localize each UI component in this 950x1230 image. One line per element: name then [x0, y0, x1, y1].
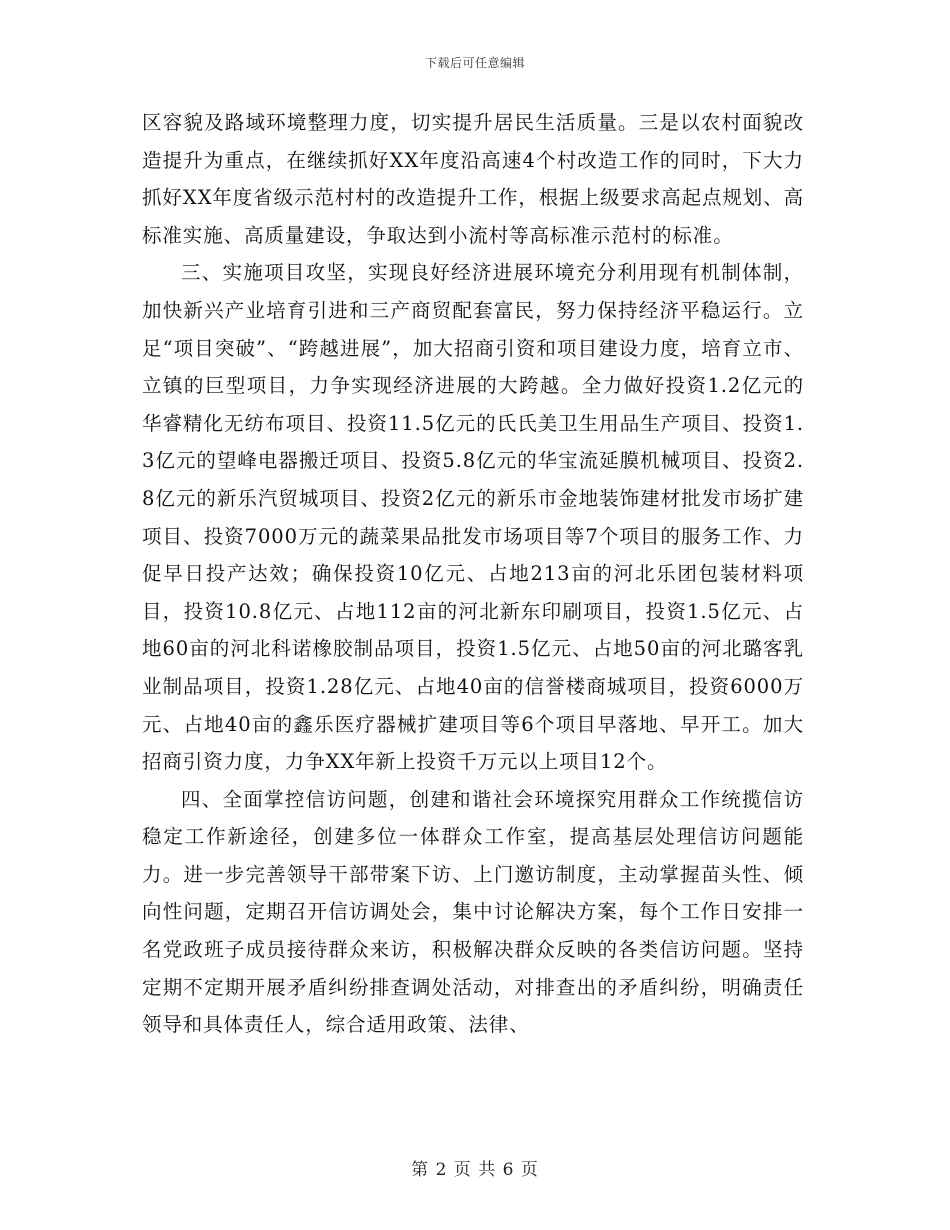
paragraph-section-three: 三、实施项目攻坚，实现良好经济进展环境充分利用现有机制体制，加快新兴产业培育引进和三产商贸配套富民，努力保持经济平稳运行。立足“项目突破”、“跨越进展”，加大招商引资和项目建设力度，培育立市、立镇的巨型项目，力争实现经济进展的大跨越。全力做好投资1.2亿元的华睿精化无纺布项目、投资11.5亿元的氏氏美卫生用品生产项目、投资1.3亿元的望峰电器搬迁项目、投资5.8亿元的华宝流延膜机械项目、投资2.8亿元的新乐汽贸城项目、投资2亿元的新乐市金地装饰建材批发市场扩建项目、投资7000万元的蔬菜果品批发市场项目等7个项目的服务工作、力促早日投产达效；确保投资10亿元、占地213亩的河北乐团包装材料项目，投资10.8亿元、占地112亩的河北新东印刷项目，投资1.5亿元、占地60亩的河北科诺橡胶制品项目，投资1.5亿元、占地50亩的河北璐客乳业制品项目，投资1.28亿元、占地40亩的信誉楼商城项目，投资6000万元、占地40亩的鑫乐医疗器械扩建项目等6个项目早落地、早开工。加大招商引资力度，力争XX年新上投资千万元以上项目12个。 [142, 261, 804, 774]
page-header-note: 下载后可任意编辑 [424, 56, 525, 70]
paragraph-continuation: 区容貌及路域环境整理力度，切实提升居民生活质量。三是以农村面貌改造提升为重点，在继续抓好XX年度沿高速4个村改造工作的同时，下大力抓好XX年度省级示范村村的改造提升工作，根据上级要求高起点规划、高标准实施、高质量建设，争取达到小流村等高标准示范村的标准。 [142, 111, 804, 247]
page-number-footer: 第 2 页 共 6 页 [411, 1160, 539, 1180]
document-body [142, 104, 804, 1044]
paragraph-section-four: 四、全面掌控信访问题，创建和谐社会环境探究用群众工作统揽信访稳定工作新途径，创建多位一体群众工作室，提高基层处理信访问题能力。进一步完善领导干部带案下访、上门邀访制度，主动掌握苗头性、倾向性问题，定期召开信访调处会，集中讨论解决方案，每个工作日安排一名党政班子成员接待群众来访，积极解决群众反映的各类信访问题。坚持定期不定期开展矛盾纠纷排查调处活动，对排查出的矛盾纠纷，明确责任领导和具体责任人，综合适用政策、法律、 [142, 787, 804, 1037]
